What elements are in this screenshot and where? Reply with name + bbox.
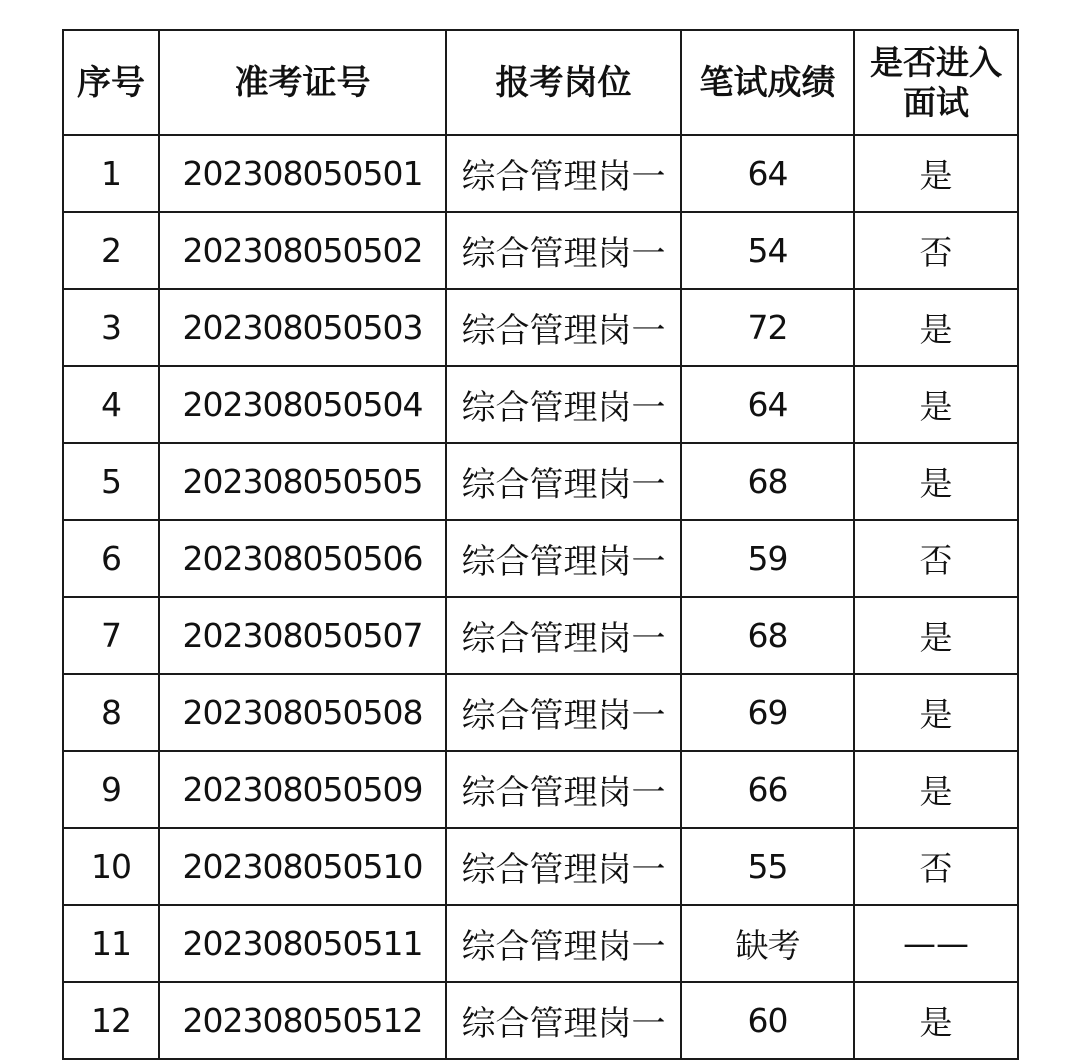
cell-written-score: 69: [681, 674, 854, 751]
header-ticket-number: 准考证号: [159, 30, 446, 135]
cell-ticket-number: 202308050511: [159, 905, 446, 982]
cell-interview-status: 是: [854, 674, 1018, 751]
cell-interview-status: 否: [854, 520, 1018, 597]
cell-written-score: 54: [681, 212, 854, 289]
cell-written-score: 60: [681, 982, 854, 1059]
cell-seq: 10: [63, 828, 159, 905]
cell-ticket-number: 202308050512: [159, 982, 446, 1059]
cell-interview-status: ——: [854, 905, 1018, 982]
header-written-score: 笔试成绩: [681, 30, 854, 135]
cell-ticket-number: 202308050502: [159, 212, 446, 289]
cell-ticket-number: 202308050506: [159, 520, 446, 597]
table-row: [63, 289, 1018, 366]
cell-seq: 2: [63, 212, 159, 289]
cell-interview-status: 是: [854, 751, 1018, 828]
cell-seq: 7: [63, 597, 159, 674]
cell-interview-status: 是: [854, 135, 1018, 212]
cell-seq: 9: [63, 751, 159, 828]
cell-position: 综合管理岗一: [446, 366, 681, 443]
cell-ticket-number: 202308050509: [159, 751, 446, 828]
cell-interview-status: 否: [854, 212, 1018, 289]
cell-ticket-number: 202308050507: [159, 597, 446, 674]
table-row: [63, 674, 1018, 751]
table-header: [63, 30, 1018, 135]
cell-seq: 5: [63, 443, 159, 520]
cell-written-score: 72: [681, 289, 854, 366]
table-row: [63, 751, 1018, 828]
table-row: [63, 443, 1018, 520]
table-row: [63, 597, 1018, 674]
cell-position: 综合管理岗一: [446, 520, 681, 597]
header-interview-status: 是否进入面试: [854, 30, 1018, 135]
header-position: 报考岗位: [446, 30, 681, 135]
cell-seq: 11: [63, 905, 159, 982]
cell-position: 综合管理岗一: [446, 597, 681, 674]
cell-interview-status: 是: [854, 289, 1018, 366]
cell-position: 综合管理岗一: [446, 905, 681, 982]
cell-written-score: 55: [681, 828, 854, 905]
cell-ticket-number: 202308050510: [159, 828, 446, 905]
cell-ticket-number: 202308050508: [159, 674, 446, 751]
cell-interview-status: 是: [854, 443, 1018, 520]
cell-ticket-number: 202308050501: [159, 135, 446, 212]
cell-written-score: 缺考: [681, 905, 854, 982]
table-body: [63, 135, 1018, 1059]
table-row: [63, 135, 1018, 212]
cell-seq: 1: [63, 135, 159, 212]
cell-interview-status: 否: [854, 828, 1018, 905]
table-row: [63, 366, 1018, 443]
cell-seq: 3: [63, 289, 159, 366]
cell-position: 综合管理岗一: [446, 443, 681, 520]
exam-results-table: [62, 29, 1019, 1060]
table-row: [63, 828, 1018, 905]
cell-written-score: 66: [681, 751, 854, 828]
cell-position: 综合管理岗一: [446, 828, 681, 905]
table-row: [63, 212, 1018, 289]
cell-position: 综合管理岗一: [446, 135, 681, 212]
cell-interview-status: 是: [854, 982, 1018, 1059]
cell-ticket-number: 202308050505: [159, 443, 446, 520]
cell-interview-status: 是: [854, 366, 1018, 443]
cell-ticket-number: 202308050503: [159, 289, 446, 366]
table-row: [63, 905, 1018, 982]
cell-seq: 4: [63, 366, 159, 443]
header-seq: 序号: [63, 30, 159, 135]
cell-interview-status: 是: [854, 597, 1018, 674]
cell-written-score: 64: [681, 135, 854, 212]
cell-seq: 6: [63, 520, 159, 597]
header-row: [63, 30, 1018, 135]
cell-position: 综合管理岗一: [446, 674, 681, 751]
cell-position: 综合管理岗一: [446, 212, 681, 289]
cell-position: 综合管理岗一: [446, 751, 681, 828]
cell-seq: 12: [63, 982, 159, 1059]
cell-ticket-number: 202308050504: [159, 366, 446, 443]
cell-position: 综合管理岗一: [446, 982, 681, 1059]
cell-written-score: 68: [681, 443, 854, 520]
cell-written-score: 68: [681, 597, 854, 674]
table-row: [63, 982, 1018, 1059]
cell-position: 综合管理岗一: [446, 289, 681, 366]
table-row: [63, 520, 1018, 597]
cell-written-score: 59: [681, 520, 854, 597]
cell-written-score: 64: [681, 366, 854, 443]
cell-seq: 8: [63, 674, 159, 751]
